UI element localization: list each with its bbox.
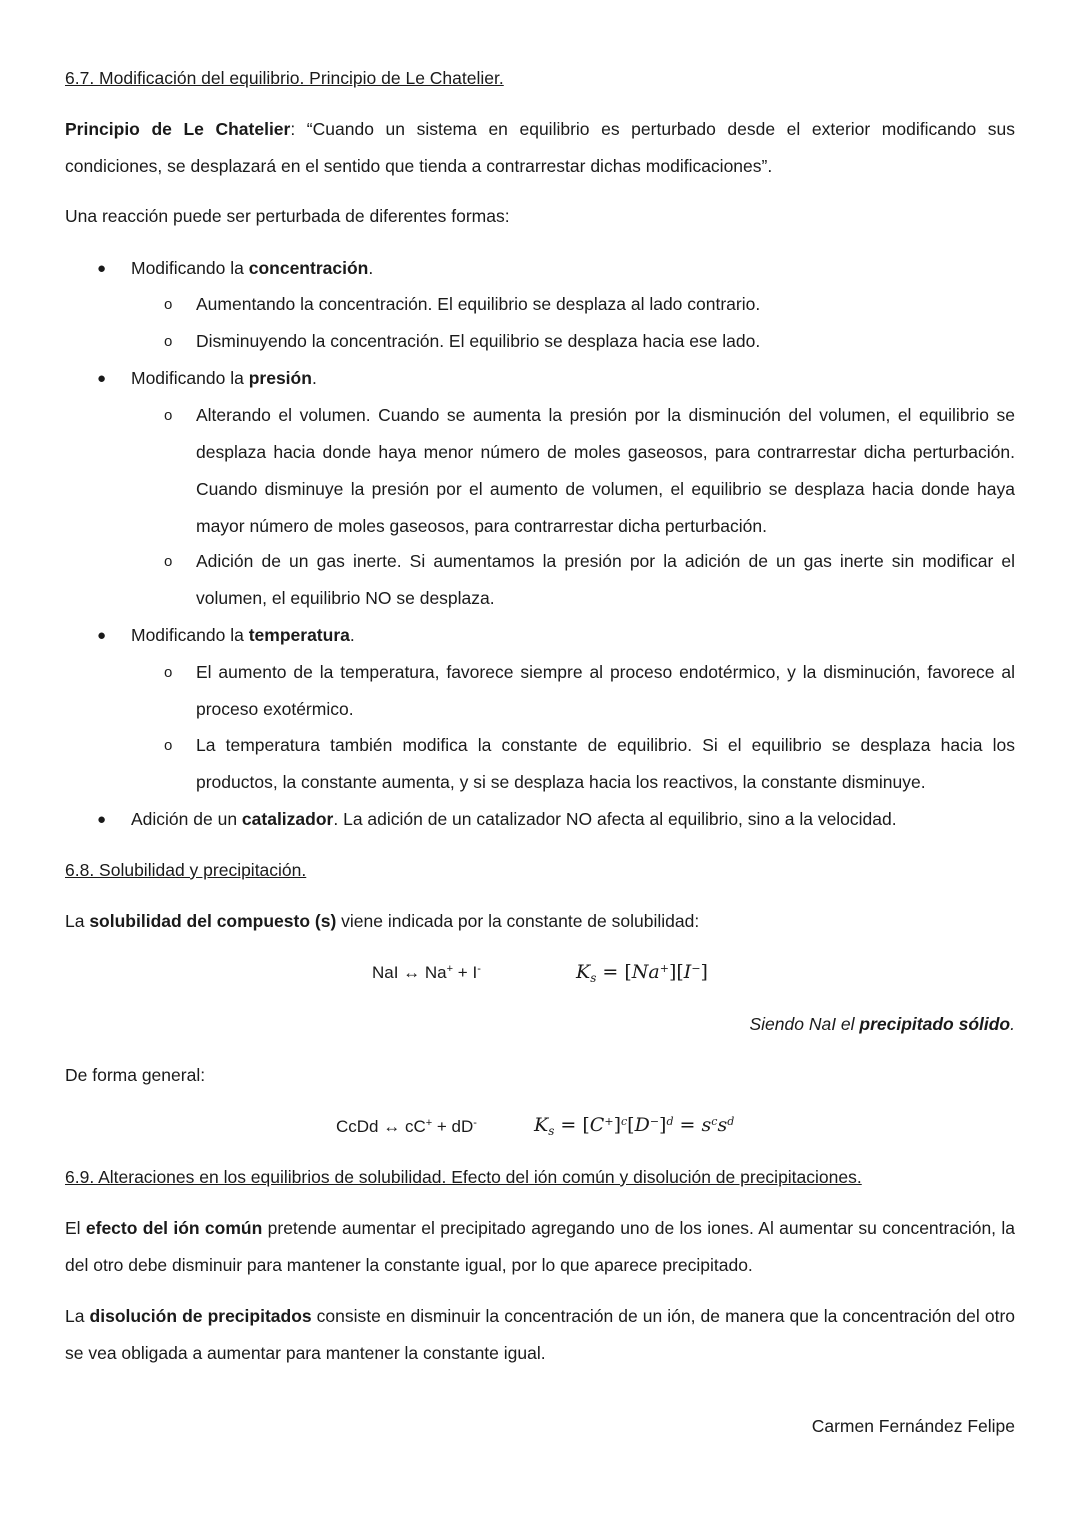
eq-charge: + — [425, 1117, 433, 1129]
item-prefix: Adición de un — [131, 809, 242, 829]
math-subscript: s — [590, 971, 597, 985]
para-suffix: consiste en disminuir la concentración de un ión, de manera que la concentración del otro se vea obligada a aumentar para mantener la constante igual. — [65, 1306, 1015, 1363]
list-item-concentration — [131, 250, 1015, 287]
intro-suffix: viene indicada por la constante de solubilidad: — [336, 911, 700, 931]
note-prefix: Siendo NaI el — [749, 1014, 860, 1034]
math-symbol: I — [683, 961, 692, 983]
item-term: presión — [248, 368, 312, 388]
principle-term: Principio de Le Chatelier — [65, 119, 291, 139]
math-symbol: K — [534, 1114, 549, 1136]
eq-mid: + I — [453, 963, 478, 982]
item-suffix: . — [368, 258, 374, 278]
item-prefix: Modificando la — [131, 258, 249, 278]
math-charge: − — [649, 1115, 660, 1128]
math-symbol: C — [589, 1114, 605, 1136]
math-subscript: s — [548, 1124, 555, 1138]
sub-bullet-marker: o — [164, 553, 173, 570]
para-suffix: pretende aumentar el precipitado agregando uno de los iones. Al aumentar su concentración, la del otro debe disminuir para mantener la constante igual, por lo que aparece precipitado. — [65, 1218, 1015, 1275]
math-symbol: s — [701, 1114, 712, 1136]
list-item-catalyst — [131, 801, 1015, 838]
bullet-marker: ● — [97, 370, 107, 387]
general-form-label: De forma general: — [65, 1065, 206, 1085]
math-charge: − — [691, 962, 701, 975]
note-suffix: . — [1010, 1014, 1015, 1034]
perturbation-intro: Una reacción puede ser perturbada de diferentes formas: — [65, 206, 510, 226]
math-charge: + — [659, 962, 669, 975]
math-symbol: K — [576, 961, 591, 983]
general-ks-expression — [534, 1112, 734, 1138]
math-charge: + — [604, 1115, 614, 1128]
section-heading-6-7: 6.7. Modificación del equilibrio. Principio de Le Chatelier. — [65, 68, 504, 88]
note-term: precipitado sólido — [859, 1014, 1011, 1034]
list-item-temperature — [131, 617, 1015, 654]
para-term: efecto del ión común — [85, 1218, 263, 1238]
item-prefix: Modificando la — [131, 368, 249, 388]
math-operator: ][ — [668, 961, 684, 983]
math-symbol: s — [717, 1114, 728, 1136]
sub-bullet-marker: o — [164, 333, 173, 350]
sub-bullet-marker: o — [164, 664, 173, 681]
solubility-intro — [65, 903, 1015, 940]
para-prefix: El — [65, 1218, 86, 1238]
sub-item-conc-decrease: Disminuyendo la concentración. El equilibrio se desplaza hacia ese lado. — [196, 331, 761, 351]
precipitate-dissolution-paragraph — [65, 1298, 1015, 1372]
math-exponent: c — [620, 1115, 628, 1128]
sub-bullet-marker: o — [164, 296, 173, 313]
eq-lhs: CcDd ↔ cC — [336, 1117, 426, 1136]
intro-prefix: La — [65, 911, 90, 931]
section-heading-6-9: 6.9. Alteraciones en los equilibrios de solubilidad. Efecto del ión común y disolución de precipitaciones. — [65, 1167, 862, 1187]
item-suffix: . — [311, 368, 317, 388]
list-item-pressure — [131, 360, 1015, 397]
math-operator: = [ — [554, 1114, 590, 1136]
item-suffix: . La adición de un catalizador NO afecta al equilibrio, sino a la velocidad. — [333, 809, 897, 829]
item-term: temperatura — [248, 625, 350, 645]
bullet-marker: ● — [97, 811, 107, 828]
eq-lhs: NaI ↔ Na — [372, 963, 447, 982]
bullet-marker: ● — [97, 260, 107, 277]
general-dissociation-equation — [336, 1114, 477, 1140]
math-exponent: c — [711, 1115, 718, 1128]
intro-term: solubilidad del compuesto (s) — [89, 911, 337, 931]
item-term: catalizador — [241, 809, 334, 829]
le-chatelier-principle — [65, 111, 1015, 185]
eq-mid: + dD — [432, 1117, 474, 1136]
math-exponent: d — [666, 1115, 674, 1128]
nai-dissociation-equation — [372, 960, 481, 986]
section-heading-6-8: 6.8. Solubilidad y precipitación. — [65, 860, 307, 880]
math-operator: ] — [659, 1114, 667, 1136]
sub-bullet-marker: o — [164, 737, 173, 754]
item-suffix: . — [349, 625, 355, 645]
math-operator: ] — [700, 961, 708, 983]
common-ion-paragraph — [65, 1210, 1015, 1284]
math-operator: ] — [613, 1114, 621, 1136]
math-symbol: D — [634, 1114, 650, 1136]
math-operator: [ — [627, 1114, 635, 1136]
para-prefix: La — [65, 1306, 90, 1326]
sub-item-volume: Alterando el volumen. Cuando se aumenta la presión por la disminución del volumen, el equilibrio se desplaza hacia donde haya menor número de moles gaseosos, para contrarrestar dicha perturbación. Cuando disminuye la presión por el aumento de volumen, el equilibrio se desplaza hacia donde haya mayor número de moles gaseosos, para contrarrestar dicha perturbación. — [196, 405, 1015, 536]
sub-bullet-marker: o — [164, 407, 173, 424]
item-prefix: Modificando la — [131, 625, 249, 645]
principle-text: : “Cuando un sistema en equilibrio es perturbado desde el exterior modificando sus condiciones, se desplazará en el sentido que tienda a contrarrestar dichas modificaciones”. — [65, 119, 1015, 176]
bullet-marker: ● — [97, 627, 107, 644]
sub-item-inert-gas: Adición de un gas inerte. Si aumentamos la presión por la adición de un gas inerte sin modificar el volumen, el equilibrio NO se desplaza. — [196, 551, 1015, 608]
sub-item-temp-process: El aumento de la temperatura, favorece siempre al proceso endotérmico, y la disminución, favorece al proceso exotérmico. — [196, 662, 1015, 719]
sub-item-temp-constant: La temperatura también modifica la constante de equilibrio. Si el equilibrio se desplaza hacia los productos, la constante aumenta, y si se desplaza hacia los reactivos, la constante disminuye. — [196, 735, 1015, 792]
math-operator: = [ — [596, 961, 632, 983]
math-symbol: Na — [631, 961, 660, 983]
precipitate-note — [65, 1006, 1015, 1043]
nai-ks-expression — [576, 959, 708, 985]
item-term: concentración — [248, 258, 369, 278]
sub-item-conc-increase: Aumentando la concentración. El equilibrio se desplaza al lado contrario. — [196, 294, 761, 314]
para-term: disolución de precipitados — [89, 1306, 312, 1326]
author-signature: Carmen Fernández Felipe — [811, 1416, 1015, 1436]
eq-charge: - — [473, 1117, 477, 1129]
eq-charge: - — [477, 963, 481, 975]
math-operator: = — [673, 1114, 702, 1136]
eq-charge: + — [446, 963, 454, 975]
math-exponent: d — [727, 1115, 735, 1128]
